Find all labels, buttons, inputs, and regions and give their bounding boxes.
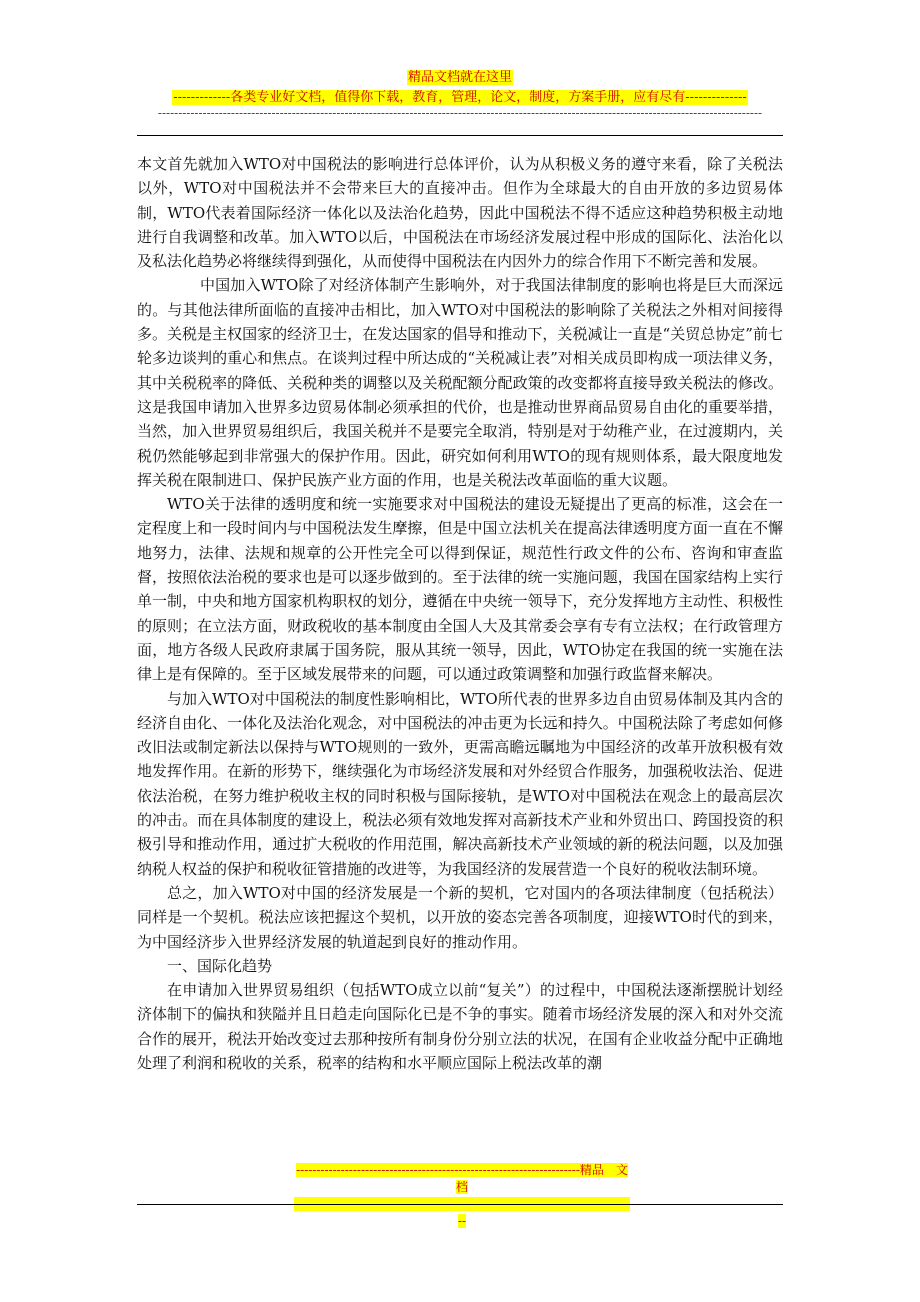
paragraph-institutional-impact: 与加入WTO对中国税法的制度性影响相比，WTO所代表的世界多边自由贸易体制及其内含的经济自由化、一体化及法治化观念，对中国税法的冲击更为长远和持久。中国税法除了考虑如何修改旧法或制定新法以保持与WTO规则的一致外，更需高瞻远瞩地为中国经济的改革开放积极有效地发挥作用。在新的形势下，继续强化为市场经济发展和对外经贸合作服务，加强税收法治、促进依法治税，在努力维护税收主权的同时积极与国际接轨，是WTO对中国税法在观念上的最高层次的冲击。而在具体制度的建设上，税法必须有效地发挥对高新技术产业和外贸出口、跨国投资的积极引导和推动作用，通过扩大税收的作用范围，解决高新技术产业领域的新的税法问题，以及加强纳税人权益的保护和税收征管措施的改进等，为我国经济的发展营造一个良好的税收法制环境。: [137, 689, 783, 878]
footer-line2: -------------------------------------------------------------------------------------: [293, 1197, 631, 1228]
header-subtitle: [0, 86, 920, 105]
paragraph-intro: 本文首先就加入WTO对中国税法的影响进行总体评价，认为从积极义务的遵守来看，除了关税法以外，WTO对中国税法并不会带来巨大的直接冲击。但作为全球最大的自由开放的多边贸易体制，WTO代表着国际经济一体化以及法治化趋势，因此中国税法不得不适应这种趋势积极主动地进行自我调整和改革。加入WTO以后，中国税法在市场经济发展过程中形成的国际化、法治化以及私法化趋势必将继续得到强化，从而使得中国税法在内因外力的综合作用下不断完善和发展。: [137, 155, 783, 271]
header-title: [0, 66, 920, 85]
paragraph-internationalization: 在申请加入世界贸易组织（包括WTO成立以前“复关”）的过程中，中国税法逐渐摆脱计划经济体制下的偏执和狭隘并且日趋走向国际化已是不争的事实。随着市场经济发展的深入和对外交流合作的展开，税法开始改变过去那种按所有制身份分别立法的状况，在国有企业收益分配中正确地处理了利润和税收的关系，税率的结构和水平顺应国际上税法改革的潮: [137, 981, 783, 1072]
paragraph-wto-impact: 中国加入WTO除了对经济体制产生影响外，对于我国法律制度的影响也将是巨大而深远的。与其他法律所面临的直接冲击相比，加入WTO对中国税法的影响除了关税法之外相对间接得多。关税是主权国家的经济卫士，在发达国家的倡导和推动下，关税减让一直是“关贸总协定”前七轮多边谈判的重心和焦点。在谈判过程中所达成的“关税减让表”对相关成员即构成一项法律义务，其中关税税率的降低、关税种类的调整以及关税配额分配政策的改变都将直接导致关税法的修改。这是我国申请加入世界多边贸易体制必须承担的代价，也是推动世界商品贸易自由化的重要举措，当然，加入世界贸易组织后，我国关税并不是要完全取消，特别是对于幼稚产业，在过渡期内，关税仍然能够起到非常强大的保护作用。因此，研究如何利用WTO的现有规则体系，最大限度地发挥关税在限制进口、保护民族产业方面的作用，也是关税法改革面临的重大议题。: [137, 276, 783, 489]
header-rule: [137, 135, 783, 136]
footer-line1: ----------------------------------------------------------------------精品 文档: [296, 1163, 628, 1194]
footer: [292, 1162, 632, 1230]
paragraph-conclusion: 总之，加入WTO对中国的经济发展是一个新的契机，它对国内的各项法律制度（包括税法）同样是一个契机。税法应该把握这个契机，以开放的姿态完善各项制度，迎接WTO时代的到来，为中国经济步入世界经济发展的轨道起到良好的推动作用。: [137, 883, 783, 951]
footer-rule: [137, 1204, 783, 1205]
header-title-text: 精品文档就在这里: [407, 70, 512, 85]
header-subtitle-text: -------------各类专业好文档，值得你下载，教育，管理，论文，制度，方案手册，应有尽有--------------: [173, 90, 747, 105]
header-divider: -----------------------------------------------------------------------------------------------------------------------------------------------------: [157, 106, 763, 120]
document-body: [137, 152, 783, 1075]
paragraph-transparency: WTO关于法律的透明度和统一实施要求对中国税法的建设无疑提出了更高的标准，这会在一定程度上和一段时间内与中国税法发生摩擦，但是中国立法机关在提高法律透明度方面一直在不懈地努力，法律、法规和规章的公开性完全可以得到保证，规范性行政文件的公布、咨询和审查监督，按照依法治税的要求也是可以逐步做到的。至于法律的统一实施问题，我国在国家结构上实行单一制，中央和地方国家机构职权的划分，遵循在中央统一领导下，充分发挥地方主动性、积极性的原则；在立法方面，财政税收的基本制度由全国人大及其常委会享有专有立法权；在行政管理方面，地方各级人民政府隶属于国务院，服从其统一领导，因此，WTO协定在我国的统一实施在法律上是有保障的。至于区域发展带来的问题，可以通过政策调整和加强行政监督来解决。: [137, 495, 783, 684]
section-heading: 一、国际化趋势: [167, 956, 273, 975]
